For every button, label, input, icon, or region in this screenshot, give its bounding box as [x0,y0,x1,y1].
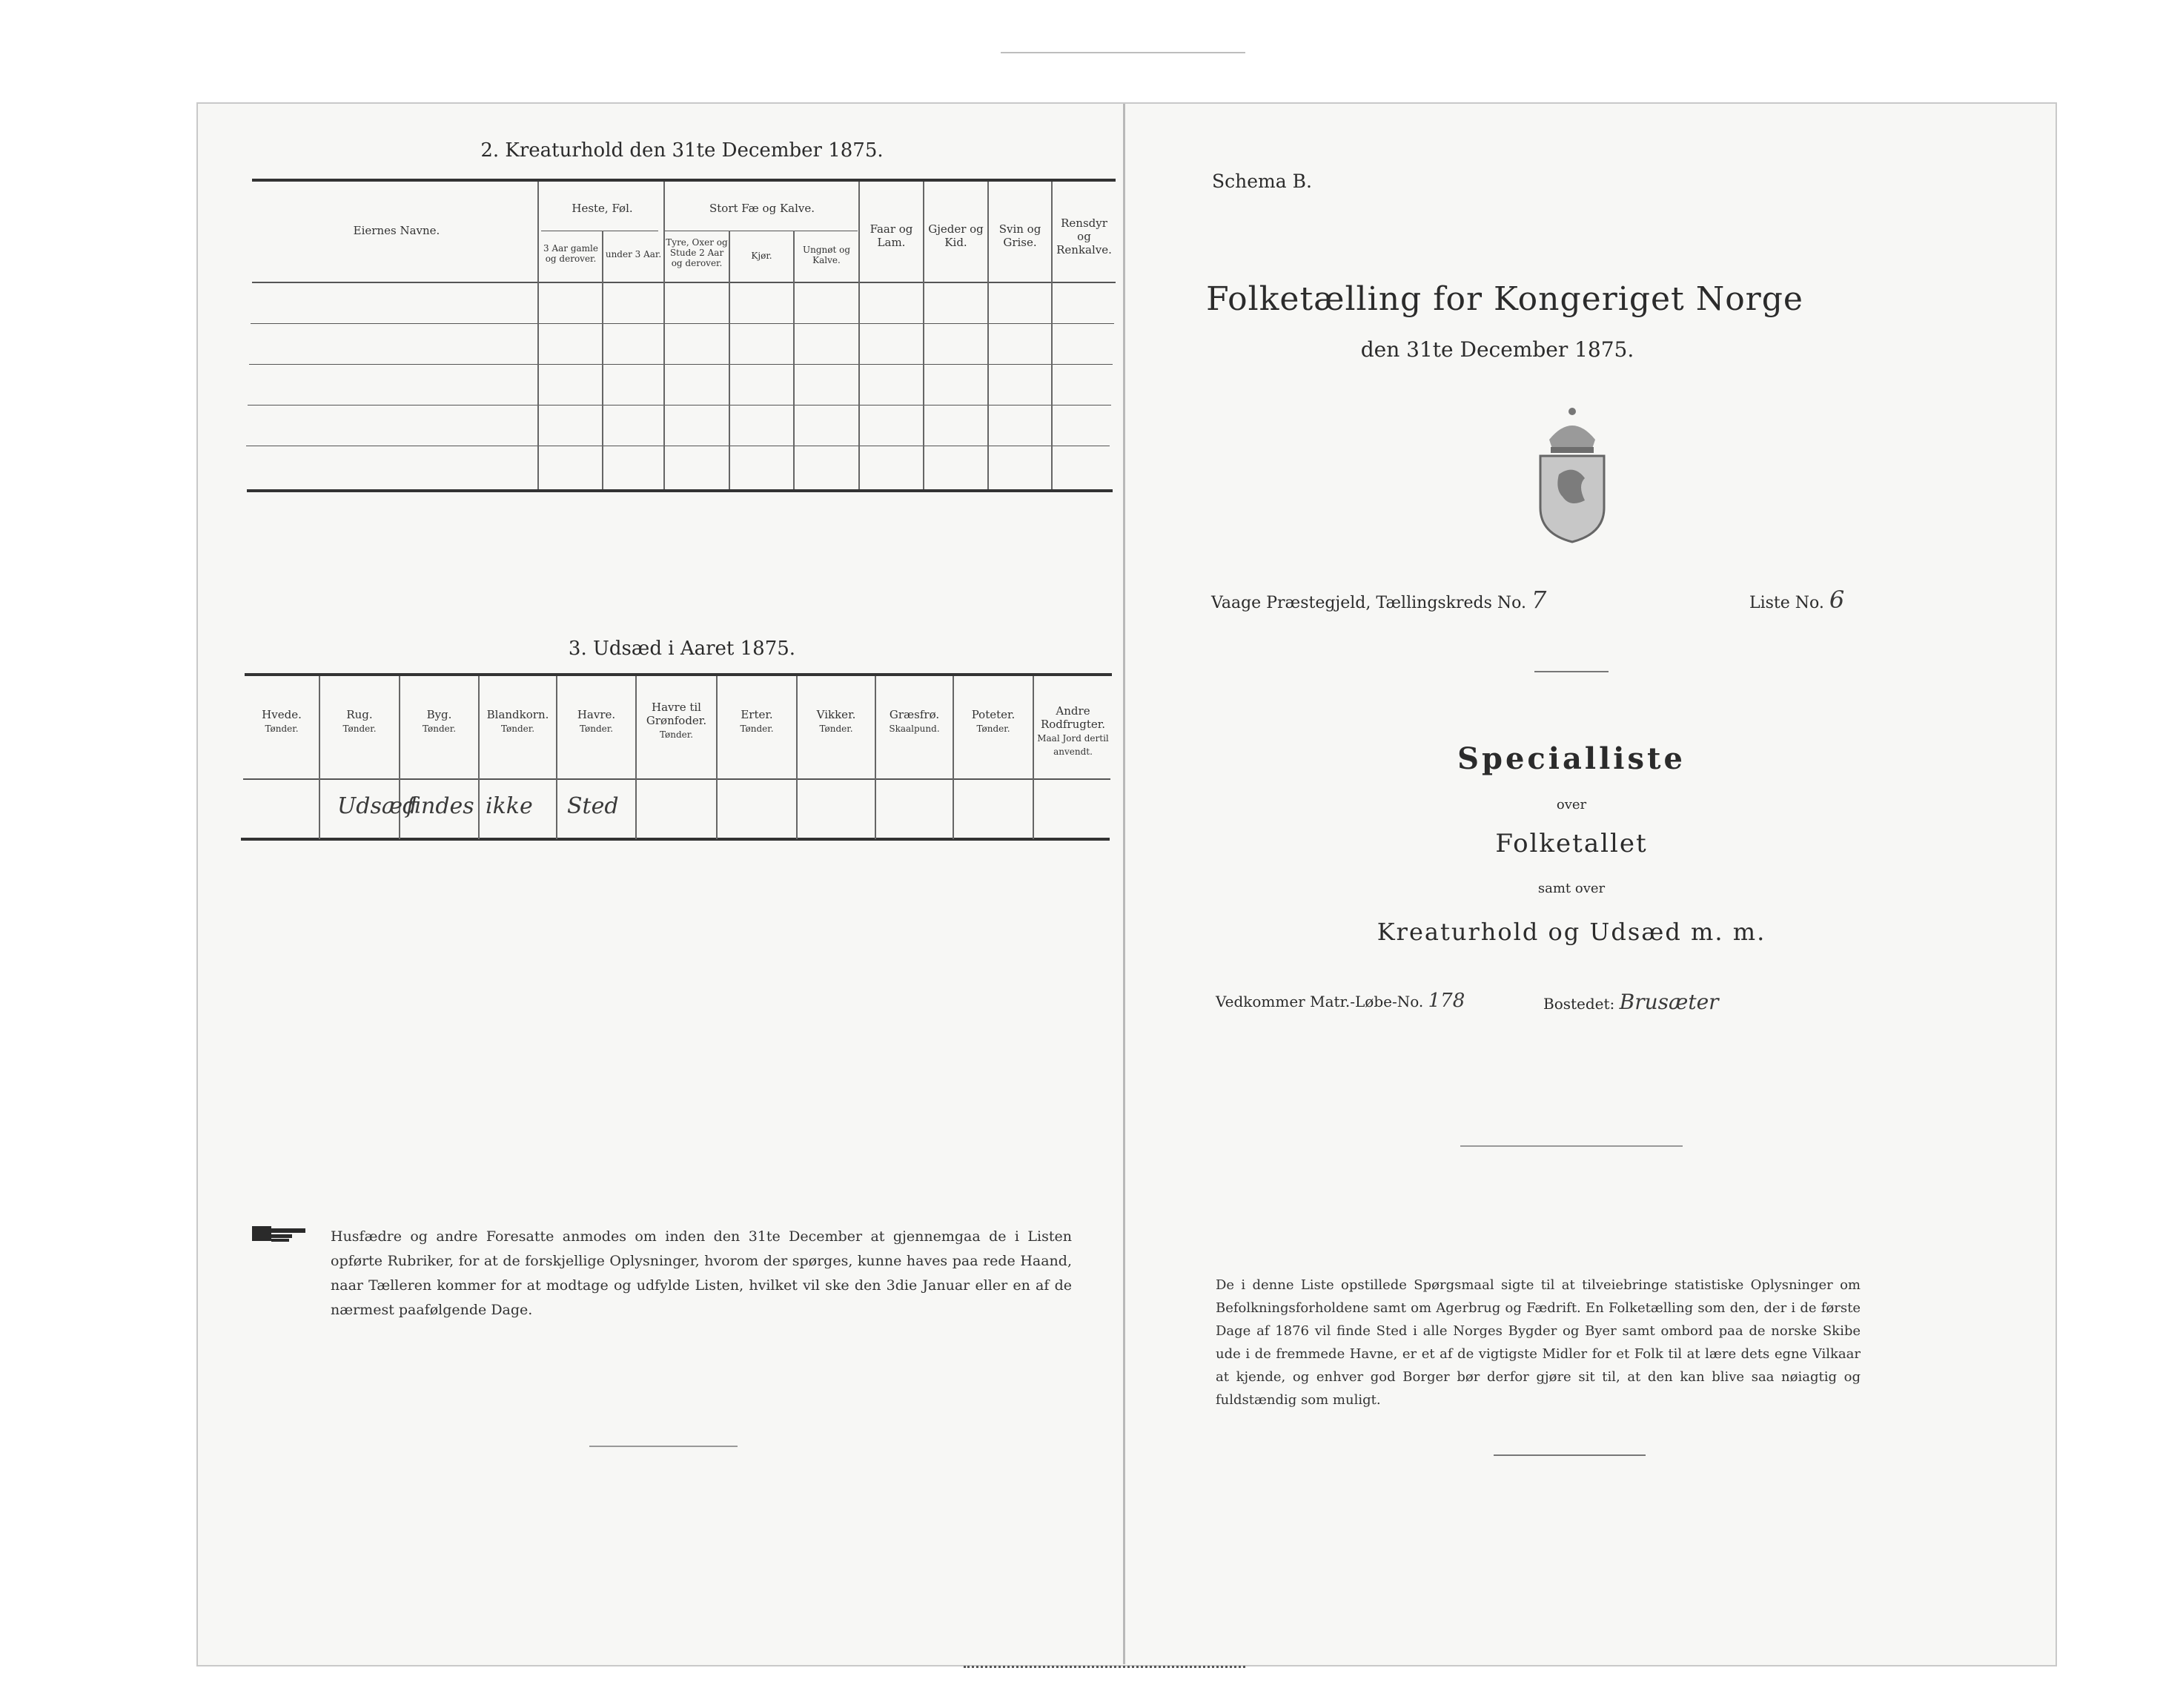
schema-label: Schema B. [1212,171,1312,192]
census-subtitle: den 31te December 1875. [1360,337,1634,362]
prestegjeld-label: Præstegjeld, [1266,594,1371,612]
table3-col-header: Græsfrø. Skaalpund. [889,708,940,734]
table3-col-header: Erter. Tønder. [740,708,774,734]
matr-value: 178 [1428,990,1465,1012]
matr-line [1216,990,1465,1012]
table2-bottom-rule [247,489,1113,492]
table3-col-header: Andre Rodfrugter. Maal Jord dertil anvendt. [1037,704,1109,757]
bosted-label: Bostedet: [1543,995,1615,1013]
kreds-value: 7 [1531,586,1547,614]
section2-title: 2. Kreaturhold den 31te December 1875. [480,139,884,162]
table3-col-header: Byg. Tønder. [422,708,457,734]
handwritten-entry: ikke [486,793,533,819]
table2-group-header: Heste, Føl. [572,202,633,215]
table2-col-line [602,231,603,489]
table3-col-line [319,676,320,839]
census-sheet [196,102,2057,1666]
prestegjeld-value: Vaage [1211,594,1262,612]
table2-col-line [729,231,730,489]
table2-col-header: Faar og Lam. [869,222,913,249]
kreds-label: Tællingskreds No. [1376,594,1527,612]
table2-col-line [537,182,539,489]
table2-top-rule [252,179,1116,182]
table2-col-header: Rensdyr og Renkalve. [1056,216,1112,256]
prestegjeld-line [1211,586,1546,614]
notice-end-rule [589,1446,738,1447]
table2-row-rule [249,364,1113,365]
liste-value: 6 [1829,586,1845,614]
purpose-paragraph: De i denne Liste opstillede Spørgsmaal sigte til at tilveiebringe statistiske Oplysninger om Befolkningsforholdene samt om Agerbrug og Fædrift. En Folketælling som den, der i de første Dage af 1876 vil finde Sted i alle Norges Bygder og Byer samt ombord paa de norske Skibe ude i de fremmede Havne, er et af de vigtigste Midler for et Folk til at lære dets egne Vilkaar at kjende, og enhver god Borger bør derfor gjøre sit til, at den kan blive saa nøiagtig og fuldstændig som muligt. [1216,1277,1861,1408]
samt-over-text: samt over [1537,881,1606,896]
table2-col-line [793,231,795,489]
divider-rule [1534,671,1609,672]
table2-col-header: Ungnøt og Kalve. [802,245,851,265]
table2-owner-header: Eiernes Navne. [353,224,440,237]
table3-col-line [556,676,557,839]
table3-col-header: Havre til Grønfoder. Tønder. [646,701,707,740]
bosted-value: Brusæter [1619,990,1719,1014]
scan-scribble [964,1657,1245,1668]
table3-top-rule [245,673,1112,676]
divider-rule [1460,1145,1683,1147]
over-text: over [1556,797,1587,812]
table3-col-line [875,676,876,839]
table3-col-line [796,676,798,839]
liste-label: Liste No. [1749,594,1824,612]
handwritten-entry: findes [406,793,474,819]
census-title: Folketælling for Kongeriget Norge [1206,280,1803,318]
table2-col-header: Tyre, Oxer og Stude 2 Aar og derover. [666,237,728,268]
table3-col-line [953,676,954,839]
instruction-notice: Husfædre og andre Foresatte anmodes om inden den 31te December at gjennemgaa de i Listen opførte Rubriker, for at de forskjellige Oplysninger, hvorom der spørges, kunne haves paa rede Haand, naar Tælleren kommer for at modtage og udfylde Listen, hvilket vil ske den 3die Januar eller en af de nærmest paafølgende Dage. [331,1228,1072,1318]
table2-col-line [663,182,665,489]
table2-col-header: Gjeder og Kid. [928,222,984,249]
table2-row-rule [251,323,1114,324]
section3-title: 3. Udsæd i Aaret 1875. [568,638,796,660]
folketallet-text: Folketallet [1495,829,1648,858]
table3-col-header: Hvede. Tønder. [262,708,302,734]
table3-bottom-rule [241,838,1110,841]
pointing-hand-icon [251,1222,310,1247]
table2-col-header: Svin og Grise. [998,222,1041,249]
table3-col-header: Rug. Tønder. [342,708,377,734]
table2-col-header: Kjør. [751,251,772,261]
page-fold [1123,104,1125,1664]
matr-label: Vedkommer Matr.-Løbe-No. [1216,993,1424,1010]
scan-edge-mark [1001,52,1245,53]
table3-col-header: Vikker. Tønder. [816,708,856,734]
divider-rule [1494,1454,1646,1456]
handwritten-entry: Sted [567,793,619,819]
table3-col-header: Blandkorn. Tønder. [486,708,549,734]
table3-col-header: Havre. Tønder. [577,708,616,734]
handwritten-entry: Udsæd [337,793,417,819]
table2-row-rule [248,405,1111,406]
table3-col-line [716,676,718,839]
specialliste-heading: Specialliste [1457,741,1686,776]
kreaturhold-text: Kreaturhold og Udsæd m. m. [1377,918,1766,946]
table3-header-rule [243,778,1110,780]
table3-col-line [1033,676,1034,839]
table3-col-line [478,676,480,839]
table2-col-header: 3 Aar gamle og derover. [543,243,598,264]
table2-header-rule [252,282,1116,283]
liste-line [1749,586,1844,614]
bosted-line [1543,990,1719,1014]
table2-group-header: Stort Fæ og Kalve. [709,202,815,215]
coat-of-arms-icon [1533,404,1611,548]
table2-col-header: under 3 Aar. [605,249,662,259]
table3-col-header: Poteter. Tønder. [971,708,1016,734]
